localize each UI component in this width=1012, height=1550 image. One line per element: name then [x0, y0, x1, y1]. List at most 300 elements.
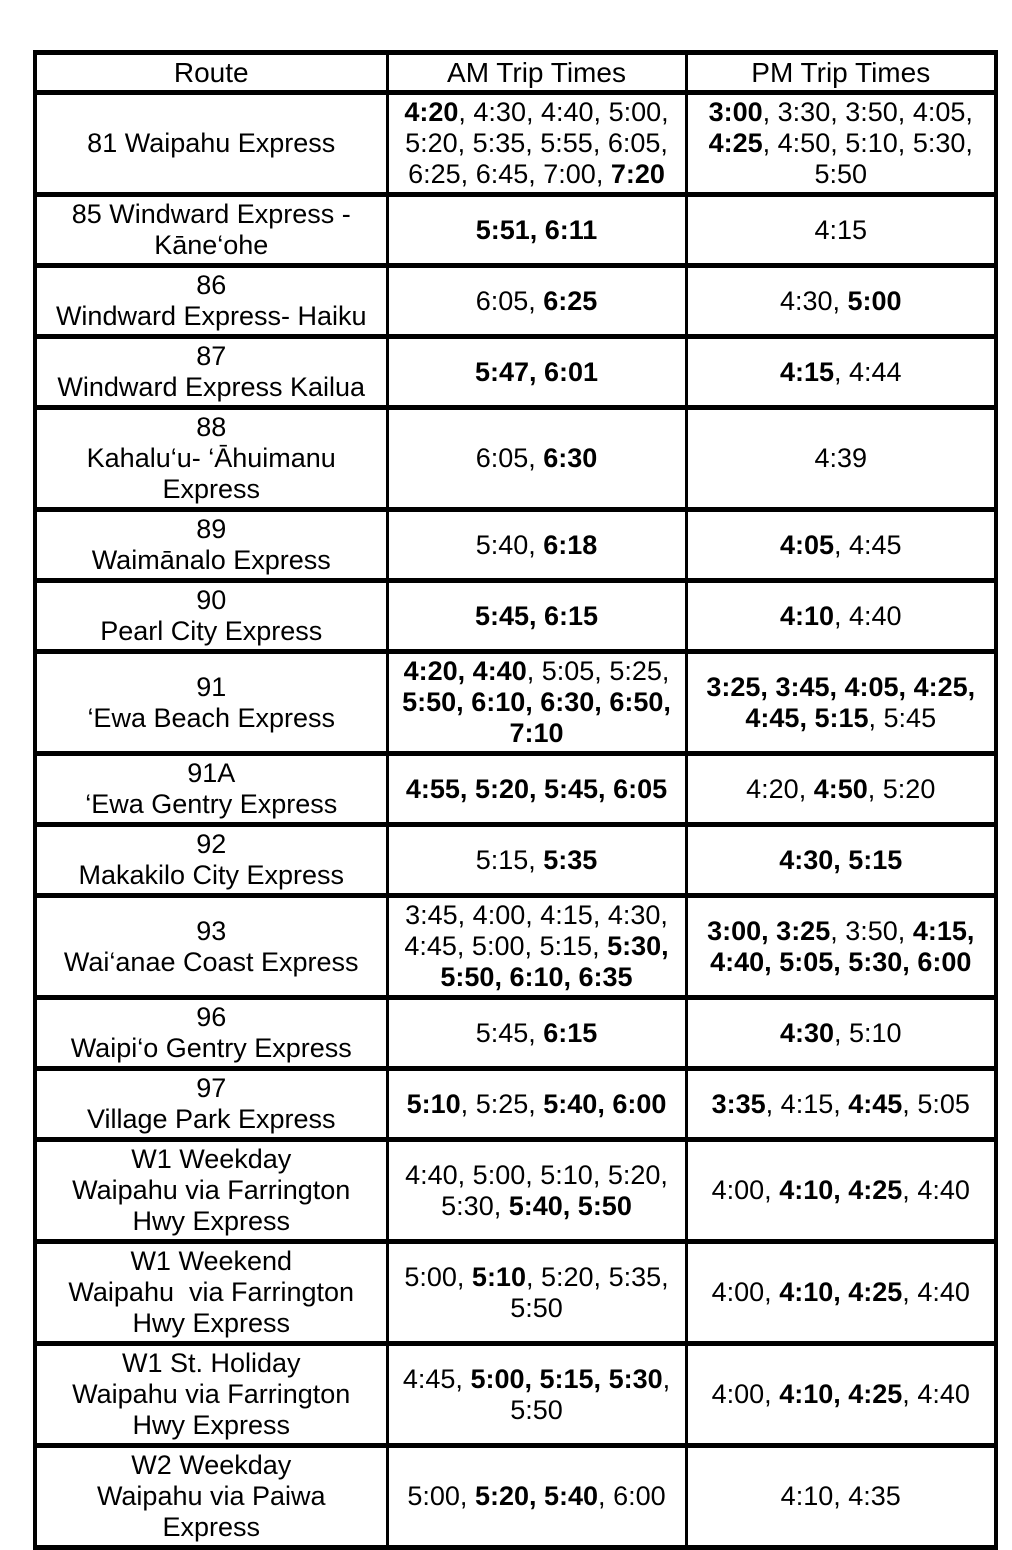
trip-time: 4:10: [780, 1481, 834, 1511]
pm-times-cell: [686, 754, 996, 825]
trip-time: 7:00: [543, 159, 596, 189]
route-name-line: Kāne‘ohe: [154, 230, 269, 260]
route-name-line: Waipahu via Paiwa: [96, 1481, 326, 1511]
am-times-cell: [387, 1242, 686, 1344]
table-row: [35, 652, 996, 754]
route-name-line: 97: [196, 1073, 227, 1103]
trip-time: 5:00: [472, 1159, 526, 1190]
trip-time: 5:05: [917, 1088, 970, 1119]
trip-time: 5:35: [472, 128, 526, 158]
am-times-cell: [387, 825, 686, 896]
route-name-line: W1 Weekday: [131, 1144, 292, 1174]
trip-time: 5:20: [474, 1481, 529, 1511]
time-separator: ,: [592, 931, 608, 961]
time-separator: ,: [762, 97, 778, 127]
trip-time: 7:20: [610, 159, 665, 189]
time-separator: ,: [526, 656, 542, 686]
route-name-line: W1 Weekend: [130, 1246, 293, 1276]
time-separator: ,: [525, 97, 541, 127]
time-separator: ,: [966, 915, 975, 946]
am-times-cell: [387, 408, 686, 510]
route-name-line: 92: [196, 829, 227, 859]
time-separator: ,: [967, 671, 976, 702]
column-header-route: Route: [35, 53, 387, 93]
pm-times-cell: [686, 998, 996, 1069]
trip-time: 5:50: [510, 1394, 563, 1425]
time-separator: ,: [528, 285, 544, 316]
route-name-line: Waimānalo Express: [91, 545, 331, 575]
trip-time: 6:05: [607, 128, 661, 158]
time-separator: ,: [460, 1088, 476, 1119]
trip-time: 4:40: [472, 656, 527, 686]
time-separator: ,: [898, 671, 914, 702]
am-times-cell: [387, 93, 686, 195]
route-name-line: Hwy Express: [132, 1410, 291, 1440]
time-separator: ,: [457, 128, 473, 158]
time-separator: ,: [598, 773, 614, 804]
trip-time: 3:25: [776, 915, 831, 946]
route-cell: [35, 1242, 387, 1344]
table-row: [35, 998, 996, 1069]
header-row: [35, 53, 996, 93]
trip-time: 5:25: [609, 656, 662, 686]
time-separator: ,: [902, 1088, 918, 1119]
route-cell: [35, 337, 387, 408]
trip-time: 6:01: [544, 356, 599, 387]
trip-time: 4:15: [779, 356, 834, 387]
time-separator: ,: [595, 159, 611, 189]
trip-time: 7:10: [509, 718, 564, 748]
trip-time: 3:45: [405, 900, 458, 930]
pm-times-cell: [686, 825, 996, 896]
route-name-line: 81 Waipahu Express: [87, 128, 336, 158]
time-separator: ,: [593, 97, 609, 127]
trip-time: 5:00: [847, 285, 902, 316]
trip-time: 4:40: [917, 1277, 970, 1307]
trip-time: 6:05: [613, 773, 668, 804]
table-row: [35, 510, 996, 581]
time-separator: ,: [458, 97, 474, 127]
trip-time: 4:10: [779, 1379, 834, 1409]
route-cell: [35, 581, 387, 652]
time-separator: ,: [528, 1481, 544, 1511]
trip-time: 4:30: [779, 1017, 834, 1048]
time-separator: ,: [660, 1159, 668, 1190]
trip-time: 4:39: [814, 443, 868, 473]
time-separator: ,: [829, 671, 845, 702]
trip-time: 4:25: [848, 1277, 903, 1307]
am-times-cell: [387, 1140, 686, 1242]
time-separator: ,: [833, 1017, 849, 1048]
pm-times-cell: [686, 1344, 996, 1446]
time-separator: ,: [661, 656, 670, 686]
time-separator: ,: [833, 356, 849, 387]
table-row: [35, 1069, 996, 1140]
time-separator: ,: [833, 1277, 849, 1307]
time-separator: ,: [764, 1175, 780, 1205]
time-separator: ,: [594, 687, 610, 717]
route-name-line: Windward Express Kailua: [57, 372, 366, 402]
time-separator: ,: [459, 773, 475, 804]
table-row: [35, 896, 996, 998]
route-name-line: Waipahu via Farrington: [72, 1175, 351, 1205]
time-separator: ,: [764, 1277, 780, 1307]
time-separator: ,: [902, 1277, 918, 1307]
route-cell: [35, 1344, 387, 1446]
table-row: [35, 93, 996, 195]
time-separator: ,: [525, 687, 541, 717]
trip-time: 3:50: [845, 915, 898, 946]
trip-time: 5:50: [577, 1190, 632, 1221]
time-separator: ,: [833, 529, 849, 560]
time-separator: ,: [528, 443, 544, 473]
trip-time: 5:05: [779, 946, 834, 977]
table-row: [35, 1242, 996, 1344]
time-separator: ,: [456, 931, 472, 961]
route-cell: [35, 896, 387, 998]
trip-time: 6:50: [609, 687, 664, 717]
route-cell: [35, 998, 387, 1069]
trip-time: 4:45: [849, 529, 902, 560]
pm-times-cell: [686, 1069, 996, 1140]
trip-time: 5:10: [540, 1159, 593, 1190]
time-separator: ,: [493, 1190, 509, 1221]
pm-times-cell: [686, 1140, 996, 1242]
trip-time: 6:25: [408, 159, 461, 189]
time-separator: ,: [528, 159, 544, 189]
route-name-line: 88: [196, 412, 227, 442]
am-times-cell: [387, 896, 686, 998]
time-separator: ,: [592, 1159, 608, 1190]
route-name-line: Waipi‘o Gentry Express: [70, 1033, 352, 1063]
am-times-cell: [387, 998, 686, 1069]
table-row: [35, 825, 996, 896]
am-times-cell: [387, 1069, 686, 1140]
trip-time: 4:15: [540, 900, 593, 930]
route-name-line: Wai‘anae Coast Express: [63, 946, 359, 977]
time-separator: ,: [897, 97, 913, 127]
time-separator: ,: [592, 128, 608, 158]
trip-time: 4:10: [779, 1175, 834, 1205]
am-times-cell: [387, 337, 686, 408]
trip-time: 5:10: [406, 1088, 461, 1119]
time-separator: ,: [764, 946, 780, 977]
pm-times-cell: [686, 510, 996, 581]
time-separator: ,: [524, 1363, 540, 1394]
trip-time: 4:40: [917, 1175, 970, 1205]
table-row: [35, 195, 996, 266]
trip-time: 4:20: [746, 773, 799, 804]
route-name-line: Hwy Express: [132, 1206, 291, 1236]
trip-time: 5:30: [912, 128, 966, 158]
trip-time: 4:05: [844, 671, 899, 702]
am-times-cell: [387, 266, 686, 337]
pm-times-cell: [686, 195, 996, 266]
time-separator: ,: [660, 128, 668, 158]
trip-time: 6:00: [917, 946, 972, 977]
trip-time: 4:45: [745, 702, 800, 733]
time-separator: ,: [460, 159, 476, 189]
trip-time: 5:45: [883, 702, 937, 733]
trip-time: 4:15: [814, 214, 868, 245]
time-separator: ,: [662, 1363, 671, 1394]
time-separator: ,: [799, 702, 815, 733]
route-name-line: Express: [162, 1512, 261, 1542]
route-name-line: 87: [196, 341, 227, 371]
time-separator: ,: [661, 931, 669, 961]
route-name-line: 89: [196, 514, 227, 544]
trip-time: 4:50: [813, 773, 868, 804]
trip-time: 4:10: [779, 600, 834, 631]
trip-time: 4:45: [404, 931, 457, 961]
trip-time: 3:45: [775, 671, 830, 702]
trip-time: 6:15: [543, 1017, 598, 1048]
time-separator: ,: [528, 600, 544, 631]
trip-time: 6:35: [578, 962, 633, 992]
time-separator: ,: [457, 1159, 473, 1190]
route-cell: [35, 1069, 387, 1140]
route-name-line: Waipahu via Farrington: [68, 1277, 355, 1307]
route-name-line: 91: [196, 671, 227, 702]
trip-time: 5:50: [814, 159, 868, 189]
trip-time: 6:25: [543, 285, 598, 316]
time-separator: ,: [528, 356, 544, 387]
trip-time: 5:10: [849, 1017, 902, 1048]
trip-time: 5:20: [405, 128, 458, 158]
am-times-cell: [387, 1446, 686, 1548]
time-separator: ,: [563, 962, 579, 992]
route-cell: [35, 266, 387, 337]
trip-time: 3:30: [777, 97, 831, 127]
table-row: [35, 1140, 996, 1242]
trip-time: 4:00: [711, 1379, 765, 1409]
time-separator: ,: [830, 915, 846, 946]
time-separator: ,: [661, 97, 669, 127]
time-separator: ,: [833, 600, 849, 631]
trip-time: 4:55: [405, 773, 460, 804]
time-separator: ,: [902, 946, 918, 977]
time-separator: ,: [528, 529, 544, 560]
trip-time: 6:05: [475, 285, 529, 316]
time-separator: ,: [593, 1363, 609, 1394]
am-times-cell: [387, 652, 686, 754]
time-separator: ,: [593, 1261, 609, 1292]
trip-time: 4:50: [777, 128, 831, 158]
route-cell: [35, 195, 387, 266]
trip-time: 4:45: [848, 1088, 903, 1119]
time-separator: ,: [897, 128, 913, 158]
trip-time: 5:00: [407, 1481, 460, 1511]
time-separator: ,: [494, 962, 510, 992]
trip-time: 4:00: [711, 1175, 765, 1205]
route-name-line: 91A: [187, 758, 236, 788]
trip-time: 5:45: [475, 1017, 529, 1048]
trip-time: 5:45: [544, 773, 599, 804]
time-separator: ,: [524, 931, 540, 961]
trip-time: 4:10: [779, 1277, 834, 1307]
route-name-line: 93: [196, 915, 227, 946]
trip-time: 4:30: [779, 285, 833, 316]
time-separator: ,: [528, 1017, 544, 1048]
table-row: [35, 754, 996, 825]
trip-time: 5:15: [848, 844, 903, 875]
table-row: [35, 408, 996, 510]
route-name-line: Hwy Express: [132, 1308, 291, 1338]
trip-time: 5:00: [470, 1363, 525, 1394]
route-cell: [35, 652, 387, 754]
route-cell: [35, 825, 387, 896]
trip-time: 5:51: [475, 214, 530, 245]
trip-time: 4:00: [711, 1277, 765, 1307]
trip-time: 4:25: [848, 1175, 903, 1205]
route-name-line: 90: [196, 585, 227, 615]
time-separator: ,: [902, 1379, 918, 1409]
time-separator: ,: [761, 915, 777, 946]
route-cell: [35, 1140, 387, 1242]
time-separator: ,: [833, 1175, 849, 1205]
trip-times-table: [33, 50, 998, 1550]
trip-time: 4:40: [917, 1379, 970, 1409]
route-name-line: Makakilo City Express: [78, 860, 345, 890]
trip-time: 5:05: [541, 656, 595, 686]
time-separator: ,: [528, 844, 544, 875]
am-times-cell: [387, 1344, 686, 1446]
trip-time: 5:50: [510, 1292, 563, 1323]
table-row: [35, 266, 996, 337]
trip-time: 4:40: [849, 600, 902, 631]
trip-time: 6:45: [475, 159, 529, 189]
route-name-line: Kahalu‘u- ‘Āhuimanu: [86, 443, 336, 473]
time-separator: ,: [562, 1190, 578, 1221]
trip-time: 4:44: [849, 356, 902, 387]
time-separator: ,: [832, 285, 848, 316]
trip-time: 4:05: [779, 529, 834, 560]
trip-time: 5:10: [471, 1261, 526, 1292]
pm-times-cell: [686, 1242, 996, 1344]
trip-time: 4:25: [708, 128, 763, 158]
time-separator: ,: [459, 1481, 475, 1511]
trip-time: 6:11: [544, 214, 598, 245]
time-separator: ,: [897, 915, 913, 946]
trip-time: 5:35: [543, 844, 598, 875]
trip-time: 5:00: [471, 931, 525, 961]
time-separator: ,: [902, 1175, 918, 1205]
trip-time: 5:20: [607, 1159, 661, 1190]
time-separator: ,: [529, 214, 545, 245]
column-header-am-trip-times: AM Trip Times: [387, 53, 686, 93]
time-separator: ,: [598, 1481, 614, 1511]
time-separator: ,: [525, 1261, 541, 1292]
trip-time: 5:15: [475, 844, 529, 875]
table-row: [35, 581, 996, 652]
time-separator: ,: [830, 97, 846, 127]
am-times-cell: [387, 510, 686, 581]
pm-times-cell: [686, 408, 996, 510]
route-name-line: ‘Ewa Gentry Express: [85, 789, 338, 819]
trip-time: 6:30: [540, 687, 595, 717]
pm-times-cell: [686, 266, 996, 337]
trip-time: 4:05: [912, 97, 966, 127]
schedule-rows: [35, 93, 996, 1548]
trip-time: 6:18: [543, 529, 598, 560]
route-name-line: 85 Windward Express -: [71, 199, 351, 229]
time-separator: ,: [764, 1379, 780, 1409]
trip-time: 4:30: [607, 900, 661, 930]
trip-time: 5:50: [402, 687, 457, 717]
trip-time: 6:05: [475, 443, 529, 473]
time-separator: ,: [661, 1261, 669, 1292]
trip-time: 5:40: [508, 1190, 563, 1221]
trip-time: 4:00: [472, 900, 526, 930]
route-name-line: Express: [162, 474, 261, 504]
route-name-line: Village Park Express: [86, 1104, 336, 1134]
trip-time: 6:10: [471, 687, 526, 717]
time-separator: ,: [965, 128, 973, 158]
trip-time: 4:20: [403, 656, 458, 686]
table-row: [35, 1344, 996, 1446]
route-cell: [35, 510, 387, 581]
trip-time: 3:00: [708, 97, 763, 127]
table-row: [35, 1446, 996, 1548]
trip-time: 5:00: [404, 1261, 457, 1292]
trip-time: 5:55: [540, 128, 593, 158]
pm-times-cell: [686, 93, 996, 195]
trip-time: 5:30: [607, 931, 662, 961]
time-separator: ,: [760, 671, 776, 702]
column-header-pm-trip-times: PM Trip Times: [686, 53, 996, 93]
time-separator: ,: [798, 773, 814, 804]
trip-time: 4:25: [913, 671, 968, 702]
trip-time: 5:10: [845, 128, 898, 158]
route-name-line: Waipahu via Farrington: [72, 1379, 351, 1409]
trip-time: 6:10: [509, 962, 564, 992]
route-name-line: Windward Express- Haiku: [55, 301, 367, 331]
trip-time: 4:15: [780, 1088, 834, 1119]
time-separator: ,: [456, 1261, 472, 1292]
trip-time: 4:40: [540, 97, 594, 127]
pm-times-cell: [686, 581, 996, 652]
trip-time: 3:00: [707, 915, 762, 946]
table-row: [35, 337, 996, 408]
am-times-cell: [387, 195, 686, 266]
trip-time: 5:40: [543, 1088, 598, 1119]
time-separator: ,: [830, 128, 846, 158]
trip-time: 5:30: [441, 1190, 494, 1221]
time-separator: ,: [455, 1363, 471, 1394]
trip-time: 4:40: [710, 946, 765, 977]
trip-time: 5:20: [474, 773, 529, 804]
trip-time: 5:40: [475, 529, 529, 560]
time-separator: ,: [965, 97, 973, 127]
time-separator: ,: [457, 900, 473, 930]
time-separator: ,: [525, 900, 541, 930]
trip-time: 4:30: [473, 97, 526, 127]
time-separator: ,: [765, 1088, 781, 1119]
time-separator: ,: [868, 702, 884, 733]
trip-time: 5:00: [608, 97, 662, 127]
trip-time: 5:30: [608, 1363, 663, 1394]
pm-times-cell: [686, 652, 996, 754]
time-separator: ,: [594, 656, 610, 686]
route-name-line: Pearl City Express: [100, 616, 323, 646]
trip-time: 5:20: [882, 773, 936, 804]
trip-time: 5:15: [539, 1363, 594, 1394]
trip-time: 5:47: [474, 356, 529, 387]
time-separator: ,: [833, 946, 849, 977]
time-separator: ,: [867, 773, 883, 804]
trip-time: 4:40: [405, 1159, 458, 1190]
time-separator: ,: [456, 687, 472, 717]
